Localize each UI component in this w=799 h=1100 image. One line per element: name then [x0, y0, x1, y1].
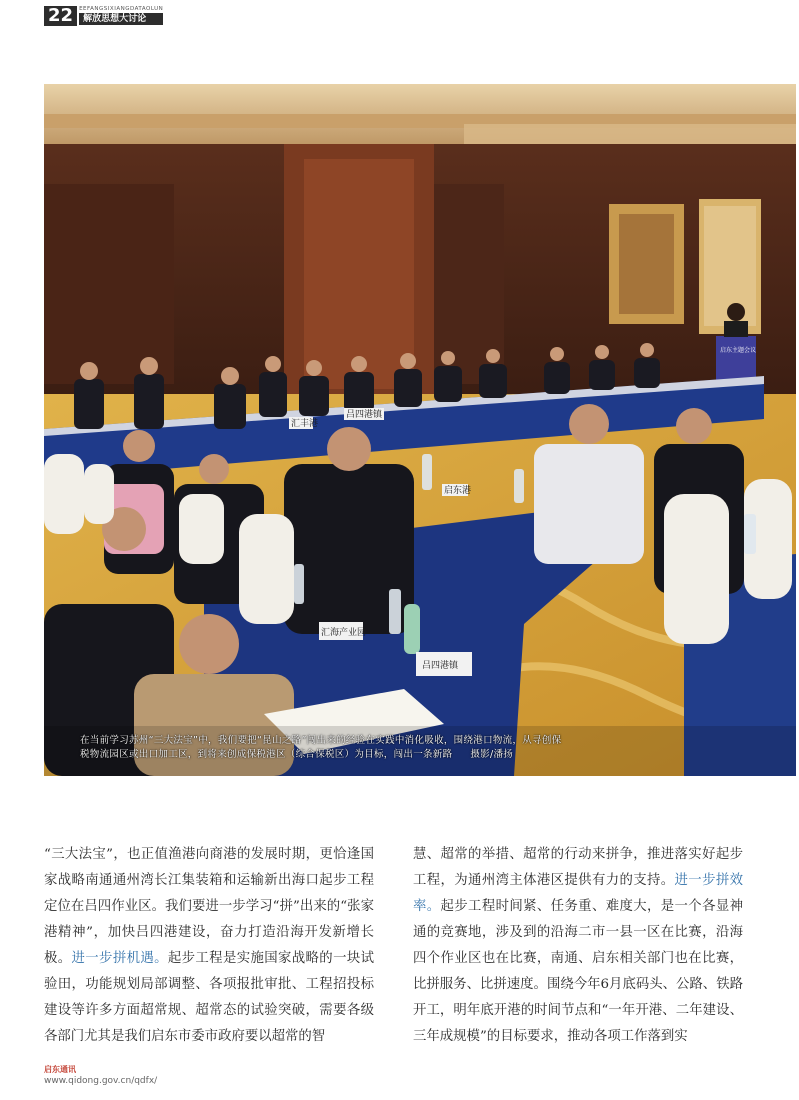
caption-line-1: 在当前学习苏州“三大法宝”中，我们要把“昆山之路”闯出来的经验在实践中消化吸收，围绕港口物流，从寻创保: [80, 735, 562, 746]
paragraph-text: “三大法宝”，也正值渔港向商港的发展时期，更恰逢国家战略南通通州湾长江集装箱和运输新出海口起步工程定位在吕四作业区。我们要进一步学习“拼”出来的“张家港精神”，加快吕四港建设，奋力打造沿海开发新增长极。: [44, 847, 374, 966]
page-footer: [44, 1064, 157, 1087]
column-name: 解放思想大讨论: [79, 13, 163, 25]
photo-caption: [80, 734, 760, 762]
paragraph-text: 起步工程是实施国家战略的一块试验田，功能规划局部调整、各项报批审批、工程招投标建设等许多方面超常规、超常态的试验突破，需要各级各部门尤其是我们启东市委市政府要以超常的智: [44, 951, 374, 1044]
caption-line-2: 税物流园区或出口加工区，到将来创成保税港区（综合保税区）为目标，闯出一条新路: [80, 749, 453, 760]
section-heading: 进一步拼效率。: [413, 873, 743, 914]
placard-label: 吕四港镇: [346, 410, 383, 420]
article-column-right: [413, 842, 743, 1050]
placard-label: 汇丰港: [291, 419, 319, 429]
conference-scene: [44, 84, 796, 776]
person-white-shirt: [534, 444, 644, 564]
footer-brand: 启东通讯: [44, 1065, 76, 1074]
page-header: [44, 6, 163, 26]
column-pinyin: EEFANGSIXIANGDATAOLUN: [79, 6, 164, 12]
section-heading: 进一步拼机遇。: [71, 951, 168, 966]
page-number: 22: [44, 6, 77, 26]
paragraph-text: 慧、超常的举措、超常的行动来拼争，推进落实好起步工程，为通州湾主体港区提供有力的支持。: [413, 847, 743, 888]
conference-photo: [44, 84, 796, 776]
placard-label: 汇海产业园: [321, 628, 367, 638]
podium-banner: 启东主题会议: [720, 347, 757, 354]
article-column-left: [44, 842, 374, 1050]
placard-label: 吕四港镇: [422, 661, 459, 671]
placard-label: 启东港: [444, 486, 472, 496]
footer-url[interactable]: www.qidong.gov.cn/qdfx/: [44, 1076, 158, 1086]
photo-credit: 摄影/潘扬: [470, 749, 514, 760]
paragraph-text: 起步工程时间紧、任务重、难度大，是一个各显神通的竞赛地，涉及到的沿海二市一县一区在比赛，沿海四个作业区也在比赛，南通、启东相关部门也在比赛，比拼服务、比拼速度。围绕今年6月底码头、公路、铁路开工，明年底开港的时间节点和“一年开港、二年建设、三年成规模”的目标要求，推动各项工作落到实: [413, 899, 743, 1044]
column-label: [79, 6, 163, 26]
